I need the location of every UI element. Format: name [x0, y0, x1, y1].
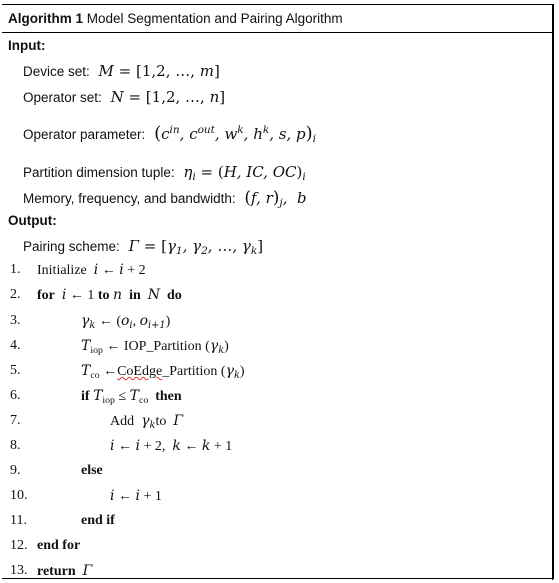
input-operator-set	[23, 88, 225, 107]
input-parameter-math: ($c^{in}$, $c^{out}$, $w^k$, $h^k$, s, $p)_i$	[154, 123, 317, 145]
algorithm-box	[2, 4, 554, 579]
step-number: 7.	[10, 413, 21, 428]
step-1: Initialize i ← i + 2	[37, 262, 146, 278]
input-partition-tuple	[23, 163, 306, 183]
step-11: end if	[81, 513, 115, 528]
right-border	[552, 5, 553, 580]
step-5: $T_{co}$ ←CoEdge_Partition $(\gamma_k)$	[81, 363, 245, 381]
step-13: return Γ	[37, 563, 93, 579]
step-number: 11.	[10, 513, 27, 528]
step-number: 9.	[10, 463, 21, 478]
input-memory-frequency	[23, 188, 307, 209]
algorithm-title	[8, 11, 343, 26]
input-device-math: M = [1,2, …, m]	[93, 62, 220, 80]
input-heading: Input:	[8, 38, 46, 53]
step-10: i ← i + 1	[110, 488, 162, 504]
step-4: $T_{iop}$ ← IOP_Partition $(\gamma_k)$	[81, 338, 229, 356]
output-pairing-math: $\Gamma = [\gamma_1$, $\gamma_2$, …, $\gamma_k$]	[123, 237, 264, 257]
step-number: 12.	[10, 538, 28, 553]
input-operator-parameter	[23, 123, 316, 145]
input-partition-label: Partition dimension tuple:	[23, 165, 175, 180]
input-memory-label: Memory, frequency, and bandwidth:	[23, 191, 236, 206]
step-number: 2.	[10, 287, 21, 302]
output-pairing-scheme	[23, 237, 263, 257]
step-number: 8.	[10, 438, 21, 453]
step-number: 6.	[10, 388, 21, 403]
input-device-label: Device set:	[23, 64, 90, 79]
step-2: for i ← 1 to n in N do	[37, 287, 182, 303]
output-heading: Output:	[8, 213, 57, 228]
algorithm-name: Model Segmentation and Pairing Algorithm	[86, 11, 343, 26]
input-memory-math: (f, $r)_j$, b	[244, 188, 307, 209]
step-number: 3.	[10, 313, 21, 328]
step-12: end for	[37, 538, 81, 553]
step-number: 4.	[10, 338, 21, 353]
step-3: $\gamma_k$ ← ($o_i$, $o_{i+1}$)	[81, 313, 171, 331]
input-partition-math: $\eta_i = (H$, IC, $OC)_i$	[178, 163, 306, 183]
step-6: if $T_{iop} \le T_{co}$ then	[81, 388, 182, 406]
step-7: Add $\gamma_kto$ Γ	[110, 413, 184, 431]
step-8: i ← i + 2, k ← k + 1	[110, 438, 233, 454]
input-operator-math: N = [1,2, …, n]	[105, 88, 226, 106]
input-device-set	[23, 62, 220, 81]
step-number: 10.	[10, 488, 28, 503]
input-operator-label: Operator set:	[23, 90, 102, 105]
input-parameter-label: Operator parameter:	[23, 127, 146, 142]
step-number: 1.	[10, 262, 21, 277]
output-pairing-label: Pairing scheme:	[23, 239, 120, 254]
step-9: else	[81, 463, 103, 478]
step-number: 5.	[10, 363, 21, 378]
algorithm-title-bar	[2, 5, 554, 33]
algorithm-label: Algorithm 1	[8, 11, 84, 26]
step-number: 13.	[10, 563, 28, 578]
